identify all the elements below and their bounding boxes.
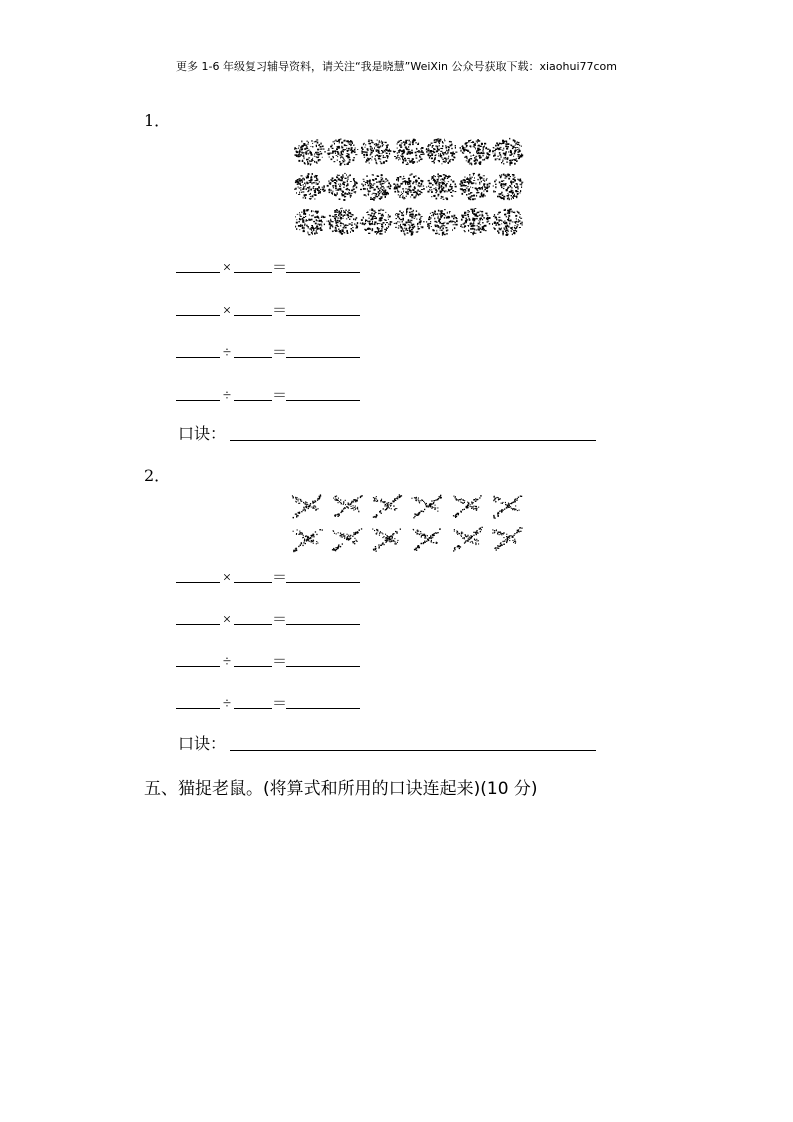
rhyme-label: 口诀： bbox=[178, 734, 227, 753]
answer-blank[interactable] bbox=[286, 388, 360, 401]
answer-blank[interactable] bbox=[234, 570, 272, 583]
leaf-cluster-icon bbox=[493, 174, 524, 201]
answer-blank[interactable] bbox=[176, 612, 220, 625]
answer-blank[interactable] bbox=[286, 570, 360, 583]
answer-blank[interactable] bbox=[176, 696, 220, 709]
rhyme-row bbox=[178, 731, 596, 754]
equation-row: × ＝ bbox=[176, 566, 360, 587]
leaf-cluster-icon bbox=[394, 208, 425, 236]
leaf-cluster-icon bbox=[460, 173, 491, 200]
leaf-cluster-icon bbox=[295, 209, 326, 235]
answer-blank[interactable] bbox=[286, 612, 360, 625]
leaf-cluster-icon bbox=[327, 208, 359, 235]
answer-blank[interactable] bbox=[234, 388, 272, 401]
answer-blank[interactable] bbox=[286, 303, 360, 316]
leaf-cluster-icon bbox=[361, 139, 391, 164]
dragonfly-icon bbox=[333, 495, 363, 517]
equation-row: × ＝ bbox=[176, 299, 360, 320]
answer-blank[interactable] bbox=[286, 654, 360, 667]
answer-blank[interactable] bbox=[176, 345, 220, 358]
equation-row: ÷ ＝ bbox=[176, 384, 360, 405]
rhyme-row bbox=[178, 421, 596, 444]
rhyme-answer-line[interactable] bbox=[230, 426, 596, 441]
answer-blank[interactable] bbox=[234, 303, 272, 316]
answer-blank[interactable] bbox=[234, 612, 272, 625]
answer-blank[interactable] bbox=[234, 345, 272, 358]
equation-row: × ＝ bbox=[176, 256, 360, 277]
dragonfly-icon bbox=[292, 494, 321, 518]
dragonfly-icon bbox=[413, 528, 441, 551]
rhyme-label: 口诀： bbox=[178, 424, 227, 443]
leaf-cluster-icon bbox=[327, 173, 358, 201]
dragonfly-icon bbox=[453, 527, 483, 552]
answer-blank[interactable] bbox=[176, 388, 220, 401]
answer-blank[interactable] bbox=[234, 654, 272, 667]
answer-blank[interactable] bbox=[176, 654, 220, 667]
dragonfly-icon bbox=[411, 495, 442, 519]
answer-blank[interactable] bbox=[176, 570, 220, 583]
answer-blank[interactable] bbox=[176, 303, 220, 316]
leaf-cluster-icon bbox=[393, 174, 425, 200]
answer-blank[interactable] bbox=[176, 260, 220, 273]
dragonfly-icon bbox=[293, 529, 323, 552]
leaf-cluster-icon bbox=[294, 173, 325, 200]
leaf-cluster-icon bbox=[460, 208, 491, 235]
leaf-cluster-icon bbox=[492, 209, 523, 236]
rhyme-answer-line[interactable] bbox=[230, 736, 596, 751]
dragonfly-icon bbox=[372, 529, 401, 552]
question-1-picture bbox=[293, 136, 525, 240]
equation-row: ÷ ＝ bbox=[176, 650, 360, 671]
answer-blank[interactable] bbox=[234, 260, 272, 273]
equation-row: × ＝ bbox=[176, 608, 360, 629]
equation-row: ÷ ＝ bbox=[176, 341, 360, 362]
leaf-cluster-icon bbox=[294, 139, 326, 165]
leaf-cluster-icon bbox=[492, 138, 523, 166]
leaf-cluster-icon bbox=[460, 139, 492, 165]
answer-blank[interactable] bbox=[286, 696, 360, 709]
section-five-title: 五、猫捉老鼠。(将算式和所用的口诀连起来)(10 分) bbox=[144, 779, 538, 799]
leaf-cluster-icon bbox=[393, 139, 425, 165]
dragonfly-icon bbox=[453, 495, 482, 518]
question-2-picture bbox=[287, 489, 531, 557]
dragonfly-icon bbox=[492, 527, 522, 551]
page-header: 更多 1-6 年级复习辅导资料，请关注“我是晓慧”WeiXin 公众号获取下载：xiaohui77com bbox=[176, 60, 617, 73]
answer-blank[interactable] bbox=[286, 345, 360, 358]
leaf-cluster-icon bbox=[426, 173, 457, 200]
answer-blank[interactable] bbox=[286, 260, 360, 273]
equation-row: ÷ ＝ bbox=[176, 692, 360, 713]
leaf-cluster-icon bbox=[360, 174, 391, 201]
dragonfly-icon bbox=[332, 528, 362, 551]
dragonfly-icon bbox=[373, 494, 402, 518]
dragonfly-icon bbox=[493, 496, 522, 519]
leaf-cluster-icon bbox=[327, 138, 358, 166]
leaf-cluster-icon bbox=[360, 208, 393, 234]
leaf-cluster-icon bbox=[426, 209, 458, 236]
answer-blank[interactable] bbox=[234, 696, 272, 709]
question-2-number: 2． bbox=[144, 466, 171, 485]
question-1-number: 1． bbox=[144, 111, 171, 130]
leaf-cluster-icon bbox=[426, 138, 458, 164]
